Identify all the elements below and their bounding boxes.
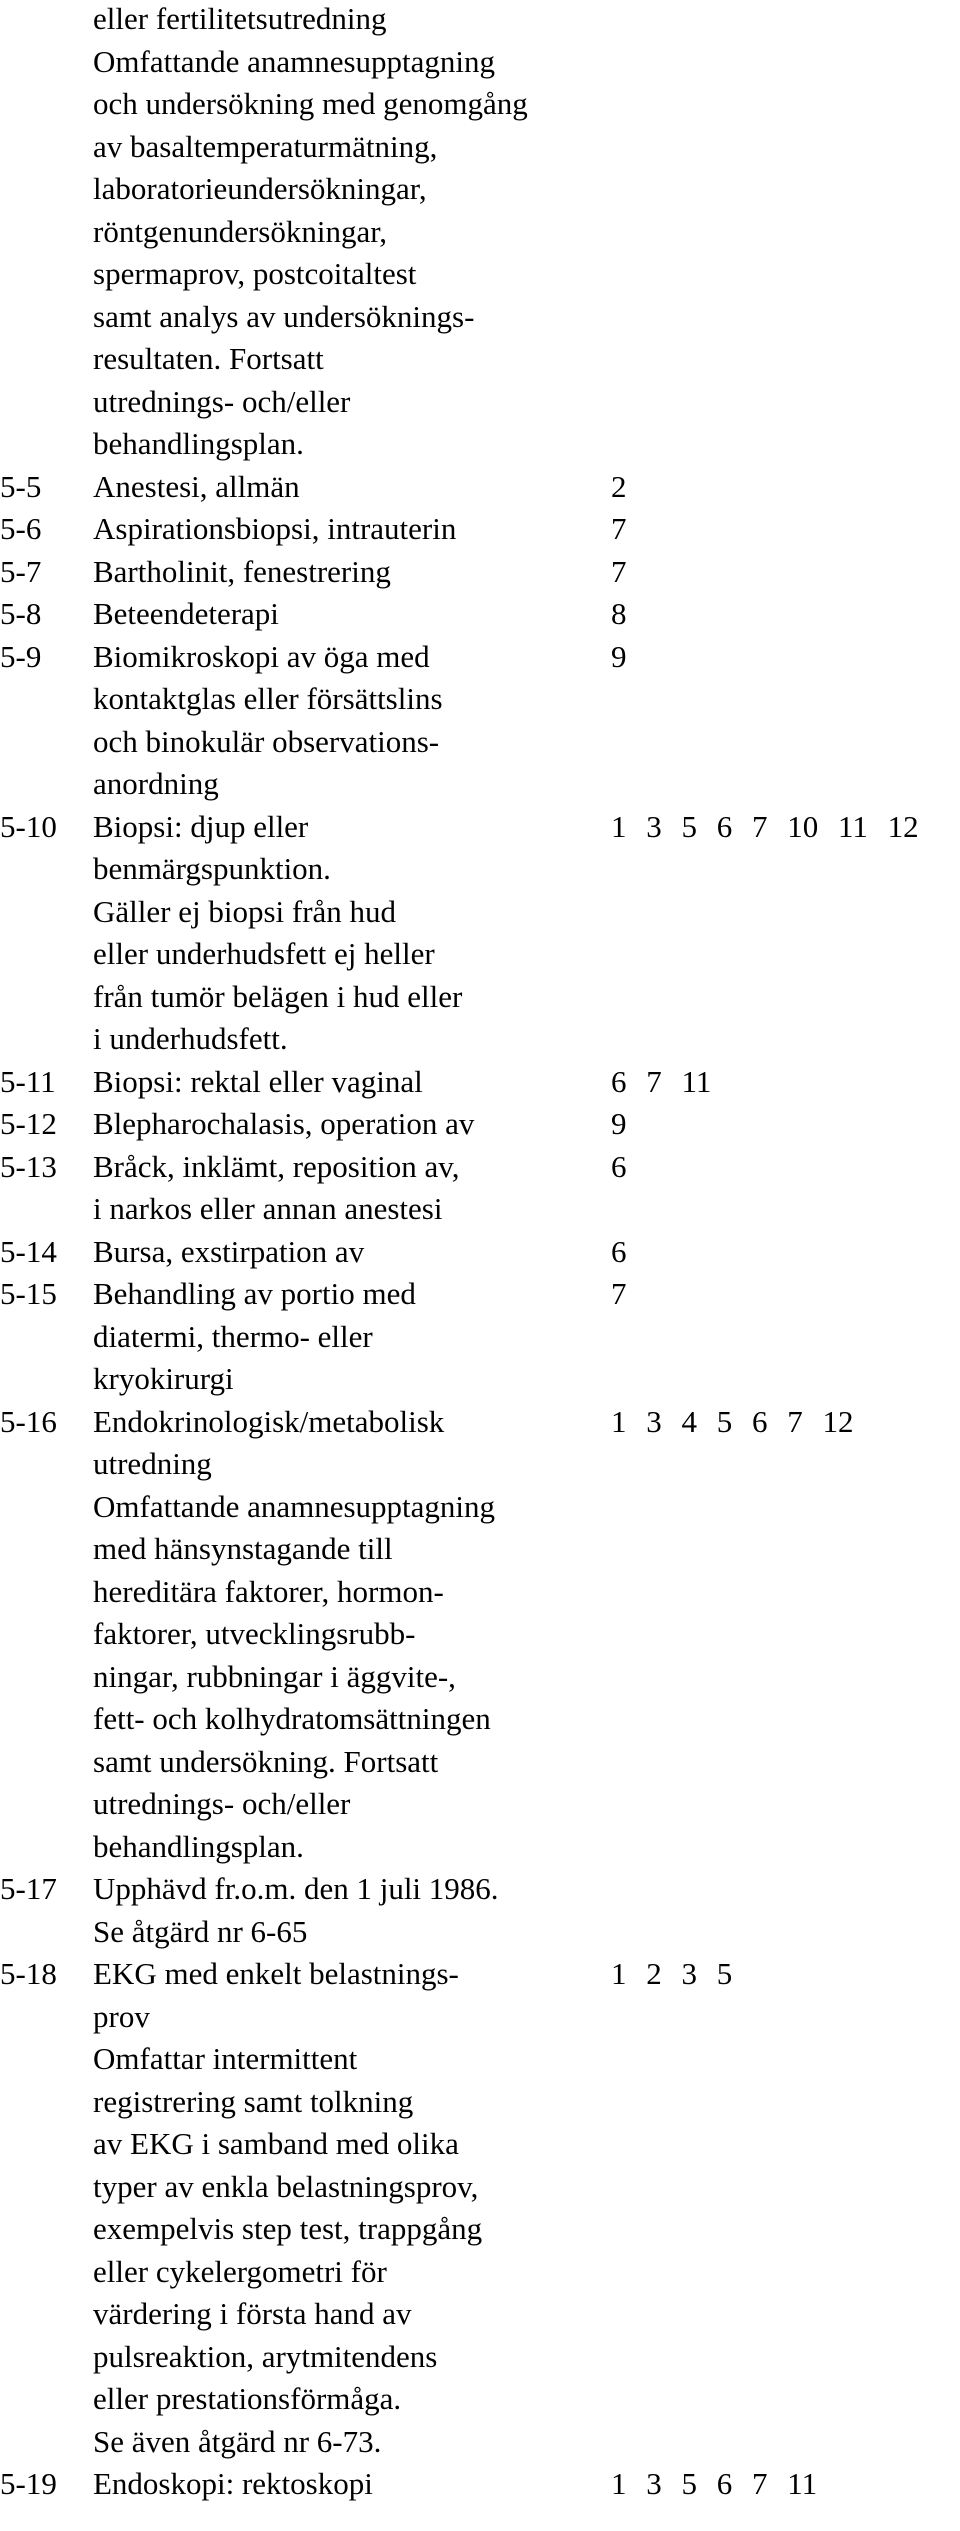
- description-line: typer av enkla belastningsprov,: [93, 2168, 479, 2204]
- description-line: exempelvis step test, trappgång: [93, 2211, 483, 2246]
- description-line: utrednings- och/eller: [93, 1786, 351, 1821]
- description-line: laboratorieundersökningar,: [93, 171, 427, 206]
- description-line: anordning: [93, 766, 219, 801]
- description-line: Omfattande anamnesupptagning: [93, 1488, 496, 1524]
- procedure-code: 5-17: [0, 1871, 57, 1906]
- procedure-entry: [0, 1061, 960, 1104]
- description-line: Biopsi: rektal eller vaginal: [93, 1063, 423, 1099]
- description-line: av basaltemperaturmätning,: [93, 128, 438, 164]
- description-line: ningar, rubbningar i äggvite-,: [93, 1658, 456, 1694]
- category-numbers: 1 2 3 5: [611, 1956, 733, 1991]
- category-numbers: 9: [611, 1106, 627, 1141]
- procedure-entry: [0, 508, 960, 551]
- procedure-code: 5-13: [0, 1148, 57, 1184]
- procedure-entry: [0, 593, 960, 636]
- procedure-code: 5-6: [0, 511, 42, 546]
- category-numbers: 1 3 5 6 7 10 11 12: [611, 808, 919, 844]
- procedure-entry: [0, 1103, 960, 1146]
- description-line: eller prestationsförmåga.: [93, 2381, 402, 2416]
- description-line: Endoskopi: rektoskopi: [93, 2466, 373, 2501]
- procedure-description: [93, 1061, 611, 1104]
- description-line: eller fertilitetsutredning: [93, 1, 387, 36]
- procedure-code: 5-15: [0, 1276, 57, 1311]
- procedure-description: [93, 806, 611, 1061]
- procedure-description: [93, 1231, 611, 1274]
- procedure-entry: [0, 1401, 960, 1869]
- procedure-code: 5-18: [0, 1956, 57, 1991]
- category-numbers: 6: [611, 1148, 627, 1184]
- description-line: Beteendeterapi: [93, 596, 279, 631]
- procedure-entry: [0, 636, 960, 806]
- procedure-description: [93, 2463, 611, 2506]
- category-numbers: 1 3 4 5 6 7 12: [611, 1403, 854, 1439]
- category-numbers: 1 3 5 6 7 11: [611, 2466, 818, 2501]
- description-line: resultaten. Fortsatt: [93, 341, 324, 376]
- description-line: Bursa, exstirpation av: [93, 1233, 365, 1269]
- description-line: eller cykelergometri för: [93, 2253, 387, 2289]
- description-line: värdering i första hand av: [93, 2296, 412, 2331]
- category-numbers: 6: [611, 1233, 627, 1269]
- procedure-entry: [0, 806, 960, 1061]
- procedure-description: [93, 466, 611, 509]
- description-line: eller underhudsfett ej heller: [93, 936, 435, 971]
- category-numbers: 7: [611, 511, 627, 546]
- procedure-description: [93, 1146, 611, 1231]
- description-line: och binokulär observations-: [93, 723, 440, 759]
- description-line: EKG med enkelt belastnings-: [93, 1956, 459, 1991]
- description-line: och undersökning med genomgång: [93, 86, 528, 121]
- description-line: samt undersökning. Fortsatt: [93, 1743, 439, 1779]
- procedure-entry: [0, 1146, 960, 1231]
- description-line: Se även åtgärd nr 6-73.: [93, 2423, 382, 2459]
- procedure-description: [93, 0, 611, 466]
- description-line: från tumör belägen i hud eller: [93, 978, 463, 1014]
- description-line: prov: [93, 1998, 150, 2034]
- procedure-description: [93, 1103, 611, 1146]
- procedure-description: [93, 636, 611, 806]
- procedure-code: 5-12: [0, 1106, 57, 1141]
- category-numbers: 6 7 11: [611, 1063, 712, 1099]
- category-numbers: 8: [611, 596, 627, 631]
- description-line: Bartholinit, fenestrering: [93, 553, 391, 589]
- description-line: röntgenundersökningar,: [93, 213, 388, 249]
- procedure-code: 5-16: [0, 1403, 57, 1439]
- procedure-description: [93, 593, 611, 636]
- description-line: Endokrinologisk/metabolisk: [93, 1403, 445, 1439]
- description-line: spermaprov, postcoitaltest: [93, 256, 417, 291]
- procedure-description: [93, 1401, 611, 1869]
- procedure-description: [93, 1273, 611, 1401]
- procedure-code: 5-8: [0, 596, 42, 631]
- procedure-entry: [0, 1868, 960, 1953]
- category-numbers: 2: [611, 468, 627, 504]
- description-line: Behandling av portio med: [93, 1276, 416, 1311]
- procedure-entry: [0, 551, 960, 594]
- description-line: samt analys av undersöknings-: [93, 298, 475, 334]
- description-line: Biopsi: djup eller: [93, 808, 309, 844]
- description-line: behandlingsplan.: [93, 426, 304, 461]
- category-numbers: 7: [611, 1276, 627, 1311]
- procedure-entry: [0, 466, 960, 509]
- description-line: Upphävd fr.o.m. den 1 juli 1986.: [93, 1871, 499, 1906]
- description-line: Se åtgärd nr 6-65: [93, 1913, 308, 1949]
- procedure-description: [93, 508, 611, 551]
- description-line: i underhudsfett.: [93, 1021, 288, 1056]
- description-line: utredning: [93, 1446, 212, 1481]
- description-line: av EKG i samband med olika: [93, 2126, 459, 2161]
- procedure-code: 5-5: [0, 468, 42, 504]
- procedure-entry: [0, 1231, 960, 1274]
- description-line: benmärgspunktion.: [93, 851, 331, 886]
- description-line: fett- och kolhydratomsättningen: [93, 1701, 491, 1736]
- description-line: Anestesi, allmän: [93, 468, 300, 504]
- description-line: kontaktglas eller försättslins: [93, 681, 443, 716]
- procedure-entry: [0, 0, 960, 466]
- procedure-code: 5-10: [0, 808, 57, 844]
- description-line: registrering samt tolkning: [93, 2083, 414, 2119]
- description-line: hereditära faktorer, hormon-: [93, 1573, 444, 1609]
- category-numbers: 9: [611, 638, 627, 674]
- category-numbers: 7: [611, 553, 627, 589]
- description-line: diatermi, thermo- eller: [93, 1318, 373, 1354]
- description-line: Bråck, inklämt, reposition av,: [93, 1148, 460, 1184]
- description-line: utrednings- och/eller: [93, 383, 351, 419]
- description-line: Biomikroskopi av öga med: [93, 638, 430, 674]
- procedure-code: 5-9: [0, 638, 42, 674]
- description-line: Aspirationsbiopsi, intrauterin: [93, 511, 457, 546]
- description-line: Omfattar intermittent: [93, 2041, 358, 2076]
- procedure-code: 5-7: [0, 553, 42, 589]
- description-line: Omfattande anamnesupptagning: [93, 43, 496, 79]
- description-line: i narkos eller annan anestesi: [93, 1191, 443, 1226]
- procedure-description: [93, 551, 611, 594]
- procedure-entry: [0, 1953, 960, 2463]
- description-line: Gäller ej biopsi från hud: [93, 893, 397, 929]
- description-line: behandlingsplan.: [93, 1828, 304, 1864]
- description-line: faktorer, utvecklingsrubb-: [93, 1616, 416, 1651]
- procedure-description: [93, 1868, 611, 1953]
- description-line: med hänsynstagande till: [93, 1531, 393, 1566]
- description-line: pulsreaktion, arytmitendens: [93, 2338, 438, 2374]
- procedure-code: 5-14: [0, 1233, 57, 1269]
- description-line: Blepharochalasis, operation av: [93, 1106, 475, 1141]
- procedure-code: 5-19: [0, 2466, 57, 2501]
- description-line: kryokirurgi: [93, 1361, 234, 1396]
- procedure-entry: [0, 1273, 960, 1401]
- procedure-entry: [0, 2463, 960, 2506]
- procedure-description: [93, 1953, 611, 2463]
- procedure-code: 5-11: [0, 1063, 56, 1099]
